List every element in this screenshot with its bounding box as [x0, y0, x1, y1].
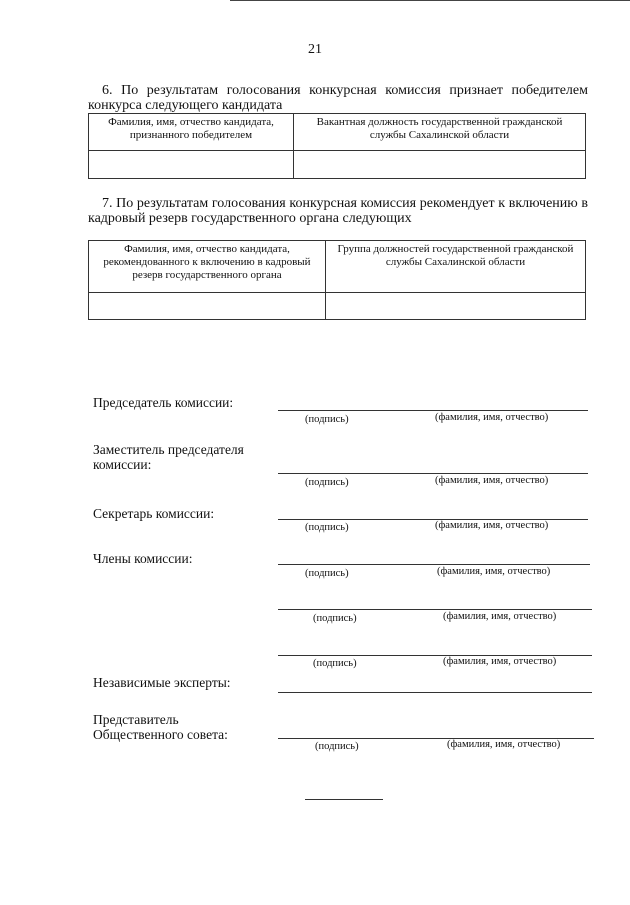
- winner-table-cell-position[interactable]: [294, 151, 586, 179]
- member3-caption-name: (фамилия, имя, отчество): [443, 656, 557, 667]
- deputy-caption-name: (фамилия, имя, отчество): [435, 475, 549, 486]
- deputy-caption-signature: (подпись): [305, 477, 349, 488]
- member3-caption-signature: (подпись): [313, 658, 357, 669]
- chairman-signature-line[interactable]: [278, 410, 588, 411]
- secretary-label: Секретарь комиссии:: [93, 506, 215, 521]
- secretary-caption-name: (фамилия, имя, отчество): [435, 520, 549, 531]
- item7-paragraph: 7. По результатам голосования конкурсная комиссия рекомендует к включению в кадровый резерв государственного органа следующих: [88, 196, 588, 226]
- member1-caption-name: (фамилия, имя, отчество): [437, 566, 551, 577]
- member1-signature-line[interactable]: [278, 564, 590, 565]
- page-number: 21: [308, 42, 322, 57]
- chairman-label: Председатель комиссии:: [93, 395, 234, 410]
- winner-table-header-name: Фамилия, имя, отчество кандидата, признанного победителем: [89, 114, 294, 151]
- item6-paragraph: 6. По результатам голосования конкурсная комиссия признает победителем конкурса следующего кандидата: [88, 83, 588, 113]
- deputy-signature-line[interactable]: [278, 473, 588, 474]
- reserve-table: [88, 240, 586, 320]
- reserve-table-cell-name[interactable]: [89, 293, 326, 320]
- reserve-table-header-name: Фамилия, имя, отчество кандидата, рекомендованного к включению в кадровый резерв государственного органа: [89, 241, 326, 293]
- public-council-caption-name: (фамилия, имя, отчество): [447, 739, 561, 750]
- deputy-label: Заместитель председателя комиссии:: [93, 442, 244, 472]
- winner-table-header-position: Вакантная должность государственной гражданской службы Сахалинской области: [294, 114, 586, 151]
- member2-caption-signature: (подпись): [313, 613, 357, 624]
- members-label: Члены комиссии:: [93, 551, 193, 566]
- member1-caption-signature: (подпись): [305, 568, 349, 579]
- chairman-caption-signature: (подпись): [305, 414, 349, 425]
- member2-caption-name: (фамилия, имя, отчество): [443, 611, 557, 622]
- public-council-caption-signature: (подпись): [315, 741, 359, 752]
- chairman-caption-name: (фамилия, имя, отчество): [435, 412, 549, 423]
- reserve-table-header-group: Группа должностей государственной гражданской службы Сахалинской области: [326, 241, 586, 293]
- public-council-label: Представитель Общественного совета:: [93, 712, 228, 742]
- winner-table: [88, 113, 586, 179]
- experts-signature-line[interactable]: [278, 692, 592, 693]
- secretary-caption-signature: (подпись): [305, 522, 349, 533]
- winner-table-cell-name[interactable]: [89, 151, 294, 179]
- top-border-line: [230, 0, 630, 1]
- end-divider-line: [305, 799, 383, 800]
- experts-label: Независимые эксперты:: [93, 675, 231, 690]
- reserve-table-cell-group[interactable]: [326, 293, 586, 320]
- member2-signature-line[interactable]: [278, 609, 592, 610]
